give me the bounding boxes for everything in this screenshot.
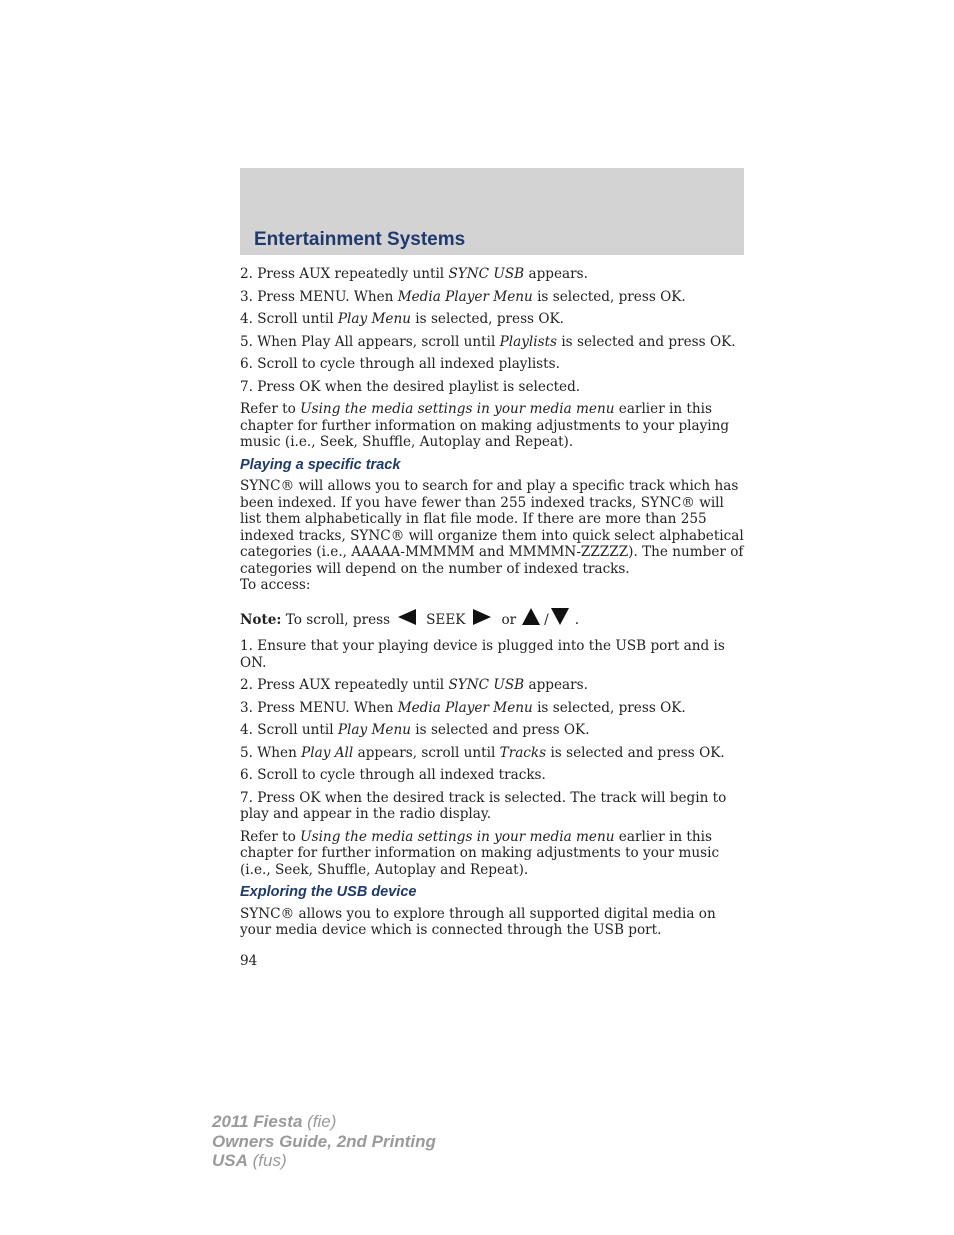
step-b-7: 7. Press OK when the desired track is selected. The track will begin to play and appear in the radio display. xyxy=(240,789,727,822)
step-a-3: 3. Press MENU. When Media Player Menu is selected, press OK. xyxy=(240,288,686,305)
section-title: Entertainment Systems xyxy=(254,229,466,250)
note-scroll: Note: To scroll, press SEEK or / . xyxy=(240,608,744,629)
right-arrow-icon xyxy=(473,609,491,625)
step-b-3: 3. Press MENU. When Media Player Menu is selected, press OK. xyxy=(240,699,686,716)
step-a-4: 4. Scroll until Play Menu is selected, press OK. xyxy=(240,311,564,327)
usb-intro-paragraph: SYNC® allows you to explore through all supported digital media on your media device which is connected through the USB port. xyxy=(240,905,716,938)
step-a-7: 7. Press OK when the desired playlist is selected. xyxy=(240,378,581,395)
step-b-5: 5. When Play All appears, scroll until Tracks is selected and press OK. xyxy=(240,744,725,761)
left-arrow-icon xyxy=(398,609,416,625)
to-access-text: To access: xyxy=(240,577,311,593)
step-a-2: 2. Press AUX repeatedly until SYNC USB appears. xyxy=(240,266,588,282)
section-header-band xyxy=(240,168,744,255)
step-b-2: 2. Press AUX repeatedly until SYNC USB appears. xyxy=(240,677,588,693)
footer-line-1: 2011 Fiesta (fie) xyxy=(212,1112,337,1131)
footer-line-2: Owners Guide, 2nd Printing xyxy=(212,1131,436,1151)
page-number: 94 xyxy=(240,952,258,969)
document-footer xyxy=(212,1112,436,1171)
up-arrow-icon xyxy=(522,608,540,625)
step-b-6: 6. Scroll to cycle through all indexed tracks. xyxy=(240,767,546,783)
refer-paragraph-a: Refer to Using the media settings in your media menu earlier in this chapter for further information on making adjustments to your playing music (i.e., Seek, Shuffle, Autoplay and Repeat). xyxy=(240,401,730,450)
step-b-1: 1. Ensure that your playing device is plugged into the USB port and is ON. xyxy=(240,638,725,671)
step-b-4: 4. Scroll until Play Menu is selected and press OK. xyxy=(240,722,590,738)
track-intro-paragraph: SYNC® will allows you to search for and play a specific track which has been indexed. If you have fewer than 255 indexed tracks, SYNC® will list them alphabetically in flat file mode. If there are more than 255 indexed tracks, SYNC® will organize them into quick select alphabetical categories (i.e., AAAAA-MMMMM and MMMMN-ZZZZZ). The number of categories will depend on the number of indexed tracks. xyxy=(240,478,744,577)
down-arrow-icon xyxy=(551,608,569,625)
step-a-5: 5. When Play All appears, scroll until Playlists is selected and press OK. xyxy=(240,333,736,350)
refer-paragraph-b: Refer to Using the media settings in your media menu earlier in this chapter for further information on making adjustments to your music (i.e., Seek, Shuffle, Autoplay and Repeat). xyxy=(240,828,720,878)
step-a-6: 6. Scroll to cycle through all indexed playlists. xyxy=(240,356,560,372)
heading-exploring-usb-device: Exploring the USB device xyxy=(240,884,417,900)
note-label: Note: xyxy=(240,611,282,628)
page-content xyxy=(240,266,744,975)
heading-playing-specific-track: Playing a specific track xyxy=(240,456,401,473)
footer-line-3: USA (fus) xyxy=(212,1151,287,1170)
